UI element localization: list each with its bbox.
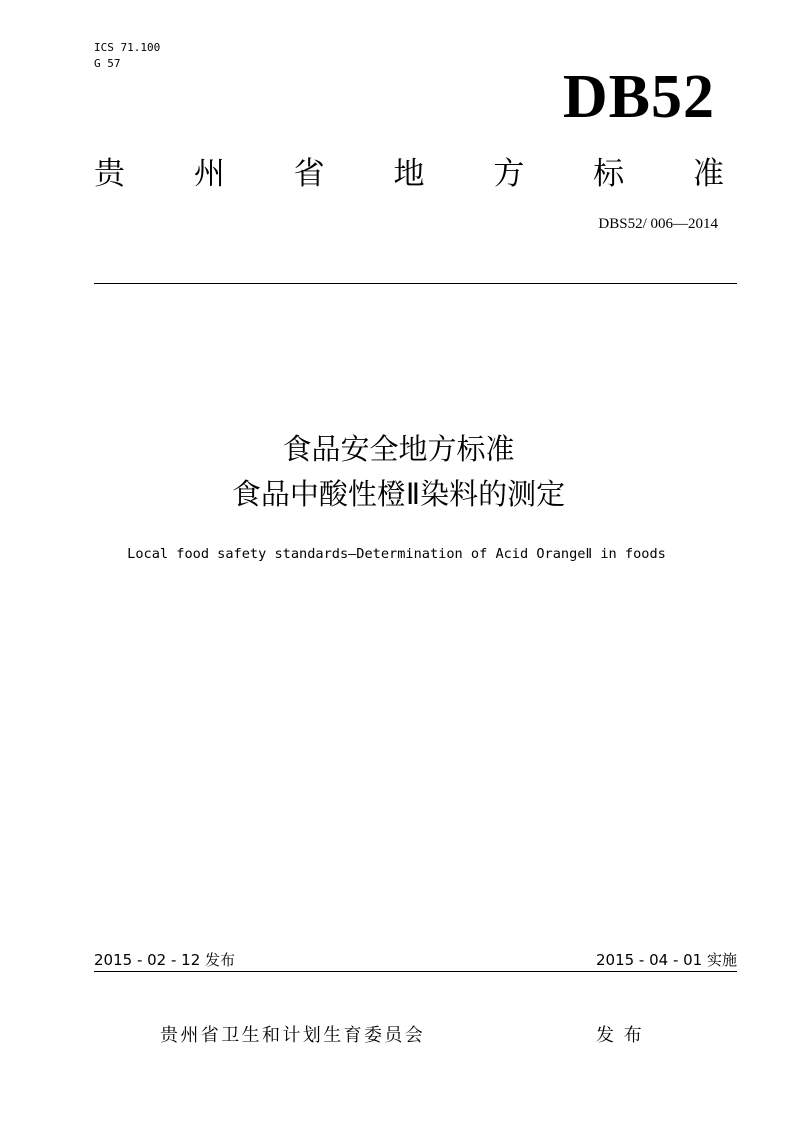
publish-label: 发 布	[596, 1025, 644, 1046]
ics-code: ICS 71.100	[94, 41, 161, 54]
standard-code-logo: DB52	[562, 63, 715, 131]
category-char: 方	[493, 156, 525, 192]
document-title-line1: 食品安全地方标准	[282, 432, 515, 466]
category-char: 准	[692, 156, 724, 192]
category-char: 地	[393, 156, 425, 192]
release-date: 2015 - 02 - 12 发布	[94, 951, 236, 969]
english-title: Local food safety standards—Determination of Acid OrangeⅡ in foods	[127, 546, 666, 562]
document-title-line2: 食品中酸性橙Ⅱ染料的测定	[231, 477, 566, 511]
category-char: 标	[593, 156, 625, 192]
standard-number: DBS52/ 006—2014	[598, 216, 718, 232]
issuing-authority: 贵州省卫生和计划生育委员会	[160, 1025, 426, 1046]
category-char: 贵	[94, 156, 125, 192]
ccs-code: G 57	[94, 57, 121, 70]
category-char: 州	[193, 156, 225, 192]
standard-category	[94, 154, 724, 194]
ics-block	[94, 40, 160, 72]
date-row	[94, 950, 737, 970]
footer-divider	[94, 971, 737, 972]
implementation-date: 2015 - 04 - 01 实施	[595, 951, 737, 969]
category-char: 省	[293, 156, 325, 192]
header-divider	[94, 283, 737, 284]
